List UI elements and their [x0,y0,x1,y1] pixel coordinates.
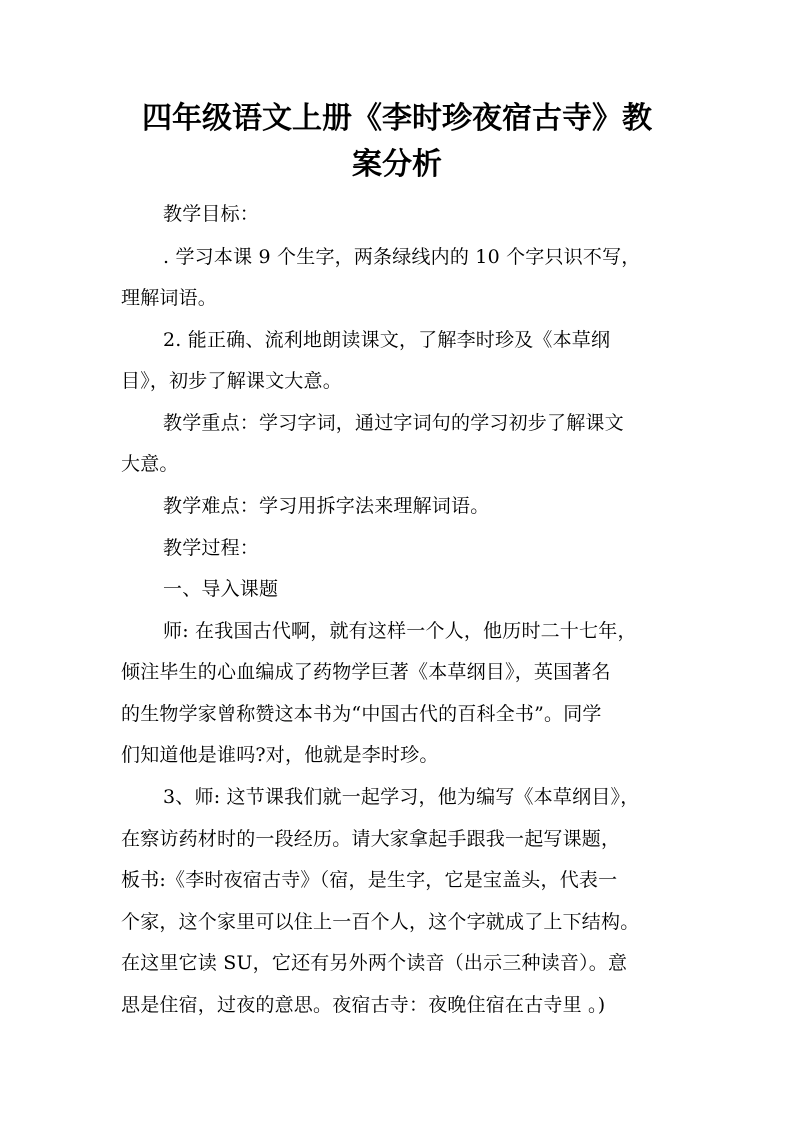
objective-2-line-2: 目》，初步了解课文大意。 [121,370,342,392]
paragraph-2-line-1: 3、师: 这节课我们就一起学习，他为编写《本草纲目》， [163,786,640,808]
title-line-1: 四年级语文上册《李时珍夜宿古寺》教 [142,101,652,136]
section-1-heading: 一、导入课题 [163,578,279,600]
title-line-2: 案分析 [352,147,442,182]
paragraph-2-line-4: 个家，这个家里可以住上一百个人，这个字就成了上下结构。 [121,911,640,933]
paragraph-1-line-3: 的生物学家曾称赞这本书为“中国古代的百科全书”。同学 [121,703,602,725]
key-points-line-1: 教学重点：学习字词，通过字词句的学习初步了解课文 [163,412,624,434]
paragraph-1-line-4: 们知道他是谁吗?对，他就是李时珍。 [121,744,439,766]
objective-1-line-1: . 学习本课 9 个生字，两条绿线内的 10 个字只识不写， [163,246,641,268]
paragraph-2-line-6: 思是住宿，过夜的意思。夜宿古寺：夜晚住宿在古寺里 。) [121,994,606,1016]
difficulties-line: 教学难点：学习用拆字法来理解词语。 [163,495,490,517]
paragraph-1-line-1: 师: 在我国古代啊，就有这样一个人，他历时二十七年， [163,620,637,642]
paragraph-2-line-2: 在察访药材时的一段经历。请大家拿起手跟我一起写课题， [121,828,621,850]
process-heading: 教学过程： [163,537,260,559]
objective-1-line-2: 理解词语。 [121,287,218,309]
key-points-line-2: 大意。 [121,453,179,475]
paragraph-2-line-5: 在这里它读 SU，它还有另外两个读音（出示三种读音）。意 [121,952,628,974]
objective-2-line-1: 2. 能正确、流利地朗读课文，了解李时珍及《本草纲 [163,329,611,351]
objectives-heading: 教学目标： [163,203,260,225]
paragraph-2-line-3: 板书:《李时夜宿古寺》（宿，是生字，它是宝盖头，代表一 [121,869,618,891]
document-title [80,96,714,188]
paragraph-1-line-2: 倾注毕生的心血编成了药物学巨著《本草纲目》，英国著名 [121,661,611,683]
